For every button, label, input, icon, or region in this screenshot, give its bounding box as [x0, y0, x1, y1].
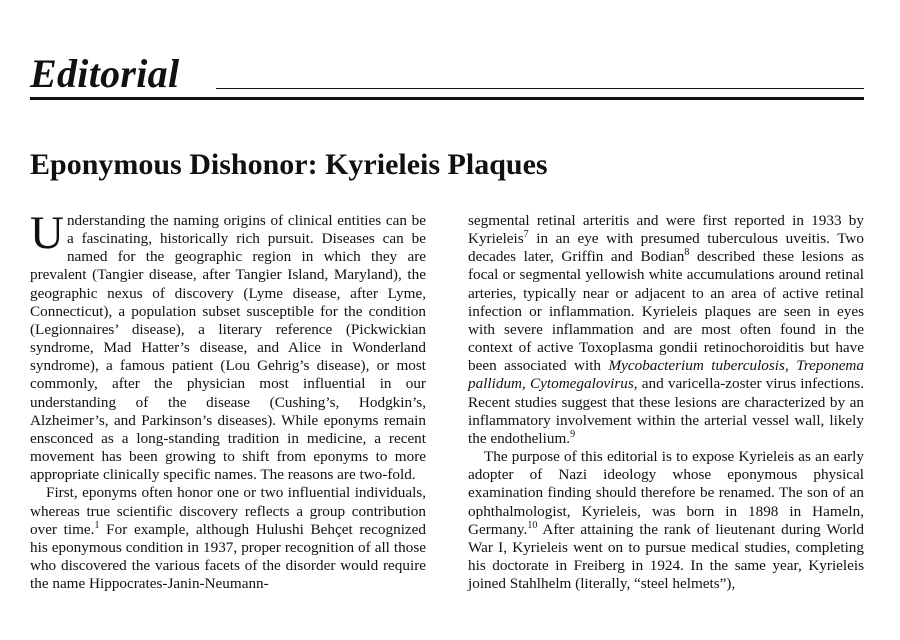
separator-text: , [784, 357, 797, 375]
reference-superscript[interactable]: 1 [94, 519, 100, 531]
drop-cap: U [30, 207, 64, 259]
paragraph-text: After attaining the rank of lieutenant during World War I, Kyrieleis went on to pursue medical studies, completing his doctorate in Freiberg in 1924. In the same year, Kyrieleis joined Stahlhelm (literally, “steel helmets”), [468, 520, 864, 593]
header-rule-thin [216, 88, 864, 89]
section-label: Editorial [30, 51, 180, 96]
paragraph-text: First, eponyms often honor one or two influential individuals, whereas true scientific discovery reflects a group contribution over time. [30, 484, 426, 538]
organism-name: Mycobacterium tuberculosis [608, 357, 785, 375]
reference-superscript[interactable]: 7 [523, 229, 529, 241]
paragraph-text: nderstanding the naming origins of clinical entities can be a fascinating, historically rich pursuit. Diseases can be named for the geographic region in which they are prevalent (Tangier disease, after Tangier Island, Maryland), the geographic nexus of discovery (Lyme disease, after Lyme, Connecticut), a population subset susceptible for the condition (Legionnaires’ disease), a literary reference (Pickwickian syndrome, Mad Hatter’s disease, and Alice in Wonderland syndrome), a famous patient (Lou Gehrig’s disease), or most commonly, after the physician most influential in our understanding of the disease (Cushing’s, Hodgkin’s, Alzheimer’s, and Parkinson’s diseases). While eponyms remain ensconced as a long-standing tradition in medicine, a recent movement has been growing to shift from eponyms to more appropriate clinically specific names. The reasons are two-fold. [30, 212, 426, 484]
right-column [468, 212, 864, 593]
paragraph-text: For example, although Hulushi Behçet recognized his eponymous condition in 1937, proper recognition of all those who discovered the various facets of the disorder would require the name Hippocrates-Janin-Neumann- [30, 520, 426, 593]
organism-name: Treponema pallidum [468, 357, 864, 393]
article-title: Eponymous Dishonor: Kyrieleis Plaques [30, 148, 548, 181]
separator-text: , [522, 375, 531, 393]
paragraph-purpose [468, 448, 864, 593]
paragraph-plaques-description [468, 212, 864, 448]
reference-superscript[interactable]: 8 [684, 247, 690, 259]
paragraph-text: , and varicella-zoster virus infections. Recent studies suggest that these lesions are characterized by an inflammatory involvement within the arterial vessel wall, likely the endothelium. [468, 375, 864, 447]
reference-superscript[interactable]: 10 [527, 519, 538, 531]
left-column [30, 207, 426, 593]
section-header [30, 50, 864, 102]
paragraph-first-reason [30, 484, 426, 593]
paragraph-text: segmental retinal arteritis and were first reported in 1933 by Kyrieleis [468, 212, 864, 248]
paragraph-text: described these lesions as focal or segmental yellowish white accumulations around retinal arteries, typically near or adjacent to an area of active retinal infection or inflammation. Kyrieleis plaques are seen in eyes with severe inflammation and are most often found in the context of active Toxoplasma gondii retinochoroiditis but have been associated with [468, 248, 864, 375]
header-rule-thick [30, 97, 864, 100]
paragraph-text: in an eye with presumed tuberculous uveitis. Two decades later, Griffin and Bodian [468, 230, 864, 266]
paragraph-intro [30, 207, 426, 484]
paragraph-text: The purpose of this editorial is to expose Kyrieleis as an early adopter of Nazi ideology whose eponymous physical examination finding should therefore be renamed. The son of an ophthalmologist, Kyrieleis, was born in 1898 in Hameln, Germany. [468, 448, 864, 538]
organism-name: Cytomegalovirus [530, 375, 634, 393]
reference-superscript[interactable]: 9 [570, 428, 576, 440]
